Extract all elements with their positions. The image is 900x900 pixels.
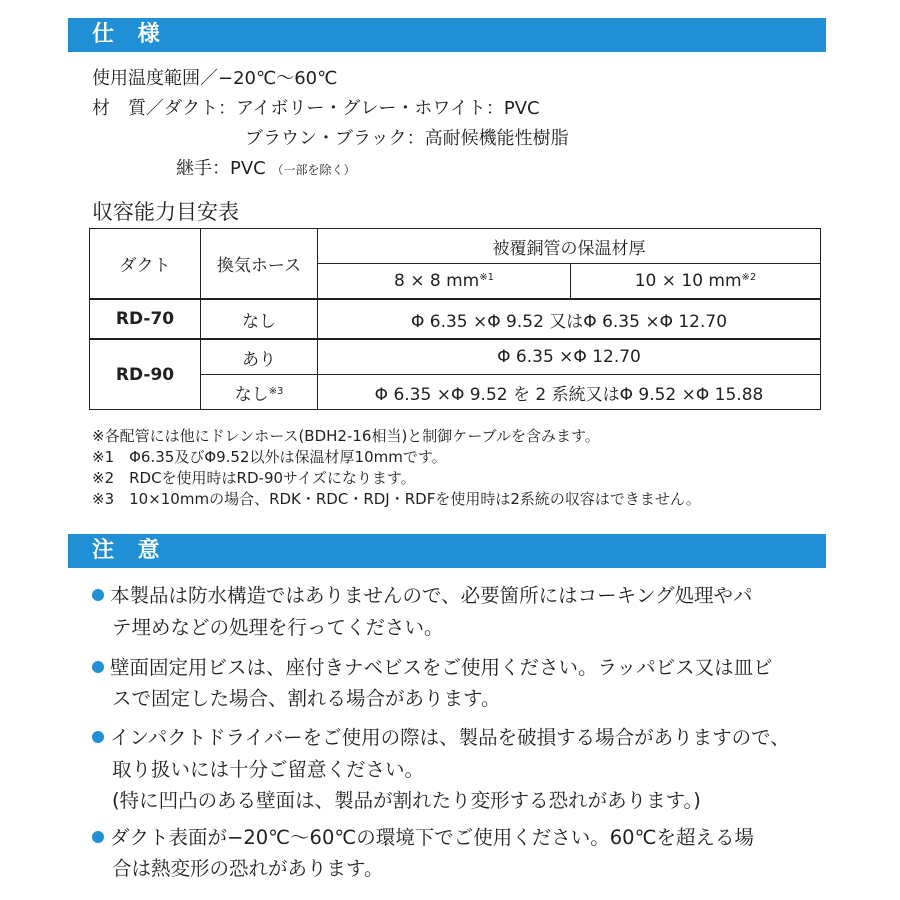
header-hose: 換気ホース	[201, 229, 318, 300]
row-hose: なし	[201, 299, 318, 339]
row-hose: なし$^{※3}$	[201, 375, 318, 410]
row-model: RD-70	[90, 299, 201, 339]
caution-item: ダクト表面が−20℃〜60℃の環境下でご使用ください。60℃を超える場	[92, 822, 754, 850]
header-col-b: 10 × 10 $mm^{※2}$	[571, 264, 821, 300]
row-value: Φ 6.35 ×Φ 9.52 を 2 系統又はΦ 9.52 ×Φ 15.88	[318, 375, 821, 410]
row-model: RD-90	[90, 339, 201, 410]
caution-item: 本製品は防水構造ではありませんので、必要箇所にはコーキング処理やパ	[92, 580, 753, 608]
material-label: 材 質／ダクト：	[92, 98, 236, 119]
material-duct-ivory: アイボリー・グレー・ホワイト：PVC	[236, 98, 540, 119]
material-duct-brown: ブラウン・ブラック：高耐候機能性樹脂	[245, 128, 569, 149]
material-row	[92, 94, 540, 120]
capacity-table	[89, 228, 821, 410]
row-hose: あり	[201, 339, 318, 375]
joint-note: （一部を除く）	[271, 163, 356, 177]
header-duct: ダクト	[90, 229, 201, 300]
caution-item-cont: スで固定した場合、割れる場合があります。	[112, 687, 501, 710]
bullet-icon	[92, 831, 104, 843]
caution-item-cont: (特に凹凸のある壁面は、製品が割れたり変形する恐れがあります。)	[112, 789, 701, 812]
temp-range-text: 使用温度範囲／−20℃〜60℃	[92, 68, 338, 89]
caution-item-cont: 合は熱変形の恐れがあります。	[112, 857, 384, 880]
capacity-title: 収容能力目安表	[92, 200, 239, 224]
row-value: Φ 6.35 ×Φ 9.52 又はΦ 6.35 ×Φ 12.70	[318, 299, 821, 339]
row-value: Φ 6.35 ×Φ 12.70	[318, 339, 821, 375]
caution-item-cont: テ埋めなどの処理を行ってください。	[112, 616, 444, 639]
caution-item-cont: 取り扱いには十分ご留意ください。	[112, 758, 425, 781]
bullet-icon	[92, 661, 104, 673]
spec-heading: 仕 様	[68, 18, 826, 52]
joint-label: 継手：PVC	[176, 158, 266, 179]
bullet-icon	[92, 589, 104, 601]
bullet-icon	[92, 731, 104, 743]
caution-heading: 注 意	[68, 534, 826, 568]
header-insulation: 被覆銅管の保温材厚	[318, 229, 821, 264]
note-line: ※各配管には他にドレンホース(BDH2-16相当)と制御ケーブルを含みます。	[92, 427, 600, 445]
note-line: ※3 10×10mmの場合、RDK・RDC・RDJ・RDFを使用時は2系統の収容はできません。	[92, 490, 701, 508]
header-col-a: 8 × 8 $mm^{※1}$	[318, 264, 571, 300]
caution-item: インパクトドライバーをご使用の際は、製品を破損する場合がありますので、	[92, 722, 790, 750]
caution-item: 壁面固定用ビスは、座付きナベビスをご使用ください。ラッパビス又は皿ビ	[92, 652, 773, 680]
note-line: ※2 RDCを使用時はRD-90サイズになります。	[92, 469, 416, 487]
note-line: ※1 Φ6.35及びΦ9.52以外は保温材厚10mmです。	[92, 448, 447, 466]
joint-row	[176, 154, 356, 180]
